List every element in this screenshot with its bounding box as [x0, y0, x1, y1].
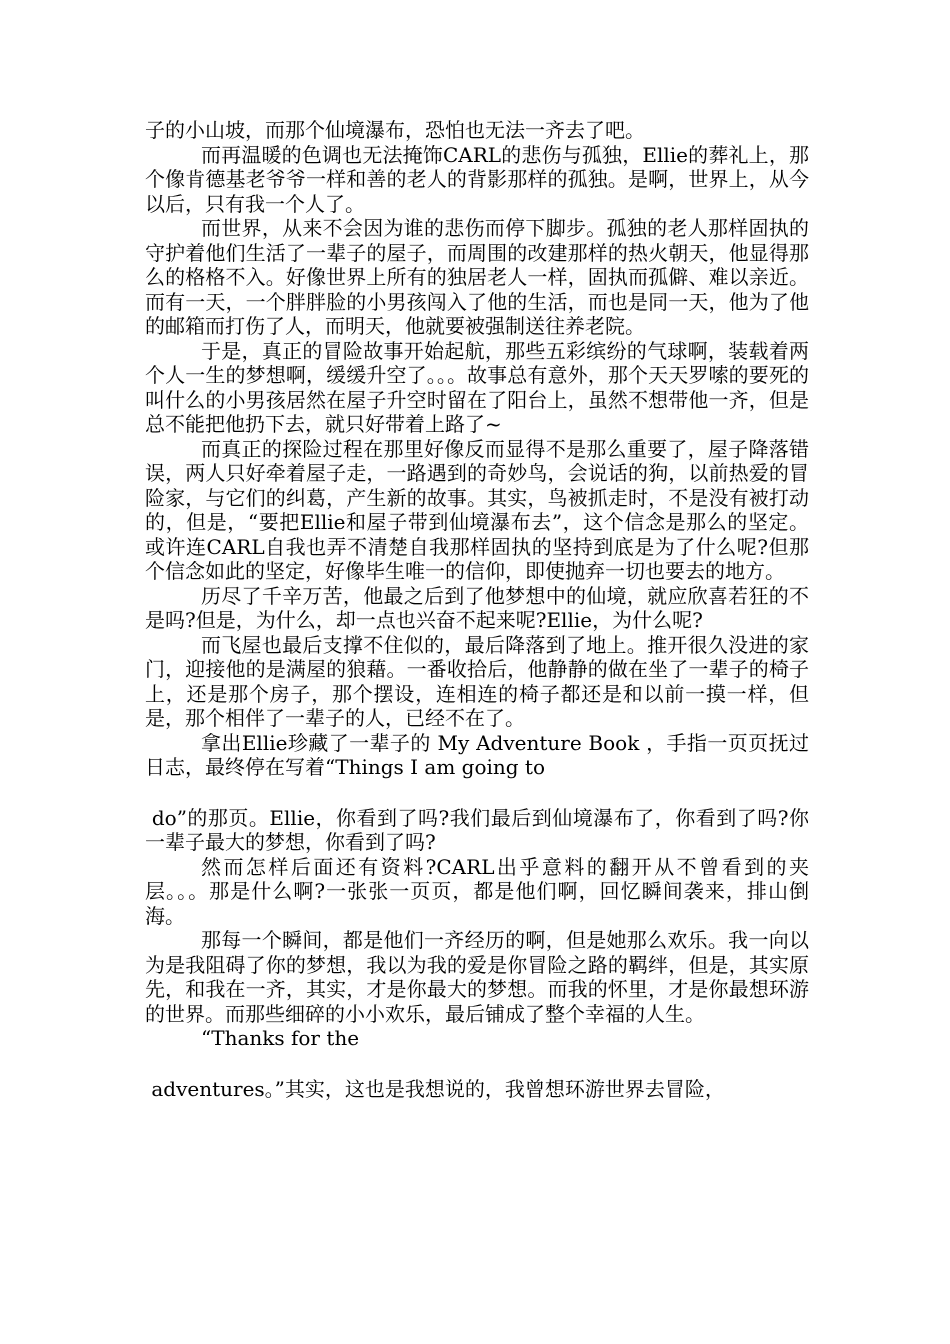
paragraph: 而再温暖的色调也无法掩饰CARL的悲伤与孤独，Ellie的葬礼上，那个像肯德基老爷爷一样和善的老人的背影那样的孤独。是啊，世界上，从今以后，只有我一个人了。	[145, 142, 809, 216]
paragraph: 然而怎样后面还有资料?CARL出乎意料的翻开从不曾看到的夹层。。。那是什么啊?一张张一页页，都是他们啊，回忆瞬间袭来，排山倒海。	[145, 854, 809, 928]
paragraph: 历尽了千辛万苦，他最之后到了他梦想中的仙境，就应欣喜若狂的不是吗?但是，为什么，却一点也兴奋不起来呢?Ellie，为什么呢?	[145, 583, 809, 632]
paragraph: 而飞屋也最后支撑不住似的，最后降落到了地上。推开很久没进的家门，迎接他的是满屋的狼藉。一番收拾后，他静静的做在坐了一辈子的椅子上，还是那个房子，那个摆设，连相连的椅子都还是和以前一摸一样，但是，那个相伴了一辈子的人，已经不在了。	[145, 632, 809, 730]
paragraph: 而世界，从来不会因为谁的悲伤而停下脚步。孤独的老人那样固执的守护着他们生活了一辈子的屋子，而周围的改建那样的热火朝天，他显得那么的格格不入。好像世界上所有的独居老人一样，固执而孤僻、难以亲近。而有一天，一个胖胖脸的小男孩闯入了他的生活，而也是同一天，他为了他的邮箱而打伤了人，而明天，他就要被强制送往养老院。	[145, 216, 809, 338]
paragraph: 拿出Ellie珍藏了一辈子的 My Adventure Book ，手指一页页抚过日志，最终停在写着“Things I am going to	[145, 730, 809, 779]
paragraph: do”的那页。Ellie，你看到了吗?我们最后到仙境瀑布了，你看到了吗?你一辈子最大的梦想，你看到了吗?	[145, 805, 809, 854]
article-body	[145, 118, 809, 1101]
paragraph: “Thanks for the	[201, 1026, 360, 1050]
paragraph: 于是，真正的冒险故事开始起航，那些五彩缤纷的气球啊，装载着两个人一生的梦想啊，缓缓升空了。。。故事总有意外，那个天天罗嗦的要死的叫什么的小男孩居然在屋子升空时留在了阳台上，虽然不想带他一齐，但是总不能把他扔下去，就只好带着上路了~	[145, 338, 809, 436]
paragraph: 子的小山坡，而那个仙境瀑布，恐怕也无法一齐去了吧。	[145, 118, 645, 142]
paragraph: 而真正的探险过程在那里好像反而显得不是那么重要了，屋子降落错误，两人只好牵着屋子走，一路遇到的奇妙鸟，会说话的狗，以前热爱的冒险家，与它们的纠葛，产生新的故事。其实，鸟被抓走时，不是没有被打动的，但是，“要把Ellie和屋子带到仙境瀑布去”，这个信念是那么的坚定。或许连CARL自我也弄不清楚自我那样固执的坚持到底是为了什么呢?但那个信念如此的坚定，好像毕生唯一的信仰，即使抛弃一切也要去的地方。	[145, 436, 809, 583]
paragraph: 那每一个瞬间，都是他们一齐经历的啊，但是她那么欢乐。我一向以为是我阻碍了你的梦想，我以为我的爱是你冒险之路的羁绊，但是，其实原先，和我在一齐，其实，才是你最大的梦想。而我的怀里，才是你最想环游的世界。而那些细碎的小小欢乐，最后铺成了整个幸福的人生。	[145, 928, 809, 1026]
paragraph: adventures。”其实，这也是我想说的，我曾想环游世界去冒险，	[145, 1076, 725, 1101]
